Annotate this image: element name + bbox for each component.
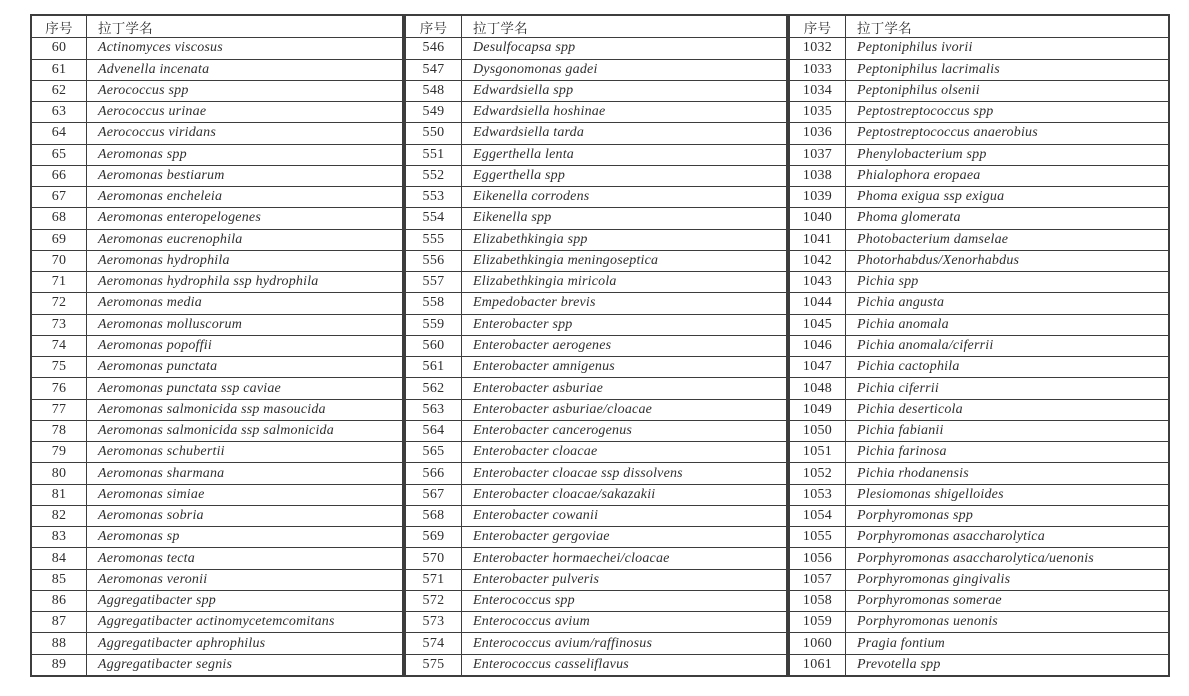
row-index: 1058: [790, 591, 846, 611]
table-row: [32, 547, 402, 568]
latin-name: Enterobacter amnigenus: [473, 359, 615, 375]
latin-name: Porphyromonas spp: [857, 508, 974, 524]
row-index: 1032: [790, 38, 846, 58]
table-row: [406, 377, 786, 398]
latin-name: Peptoniphilus lacrimalis: [857, 61, 1000, 77]
table-row: [32, 356, 402, 377]
table-header-row: [32, 16, 402, 37]
table-row: [790, 80, 1168, 101]
latin-name: Aerococcus urinae: [98, 104, 207, 120]
row-index: 1041: [790, 230, 846, 250]
table-row: [32, 632, 402, 653]
row-index: 80: [32, 463, 87, 483]
row-index: 575: [406, 655, 462, 675]
row-index: 73: [32, 315, 87, 335]
table-row: [32, 590, 402, 611]
table-row: [406, 441, 786, 462]
latin-name: Peptostreptococcus spp: [857, 104, 994, 120]
row-index: 1046: [790, 336, 846, 356]
row-index: 84: [32, 548, 87, 568]
table-row: [406, 547, 786, 568]
table-row: [32, 207, 402, 228]
table-row: [790, 250, 1168, 271]
latin-name: Aeromonas enteropelogenes: [98, 210, 261, 226]
latin-name: Aerococcus viridans: [98, 125, 216, 141]
row-index: 64: [32, 123, 87, 143]
latin-name: Aeromonas spp: [98, 146, 187, 162]
row-index: 557: [406, 272, 462, 292]
table-row: [406, 165, 786, 186]
table-row: [790, 122, 1168, 143]
table-row: [790, 186, 1168, 207]
row-index: 550: [406, 123, 462, 143]
latin-name: Enterobacter cancerogenus: [473, 423, 633, 439]
row-index: 1034: [790, 81, 846, 101]
row-index: 1054: [790, 506, 846, 526]
table-header-row: [790, 16, 1168, 37]
latin-name: Porphyromonas gingivalis: [857, 571, 1011, 587]
row-index: 1052: [790, 463, 846, 483]
row-index: 567: [406, 485, 462, 505]
latin-name: Edwardsiella spp: [473, 82, 574, 98]
row-index: 553: [406, 187, 462, 207]
latin-name: Aeromonas veronii: [98, 571, 208, 587]
latin-name: Pichia anomala/ciferrii: [857, 337, 994, 353]
row-index: 560: [406, 336, 462, 356]
latin-name: Aeromonas hydrophila: [98, 252, 230, 268]
table-row: [32, 229, 402, 250]
table-row: [406, 611, 786, 632]
row-index: 562: [406, 378, 462, 398]
table-row: [406, 356, 786, 377]
table-column-group-1: [30, 14, 404, 677]
latin-name: Phenylobacterium spp: [857, 146, 987, 162]
row-index: 570: [406, 548, 462, 568]
table-row: [32, 292, 402, 313]
row-index: 85: [32, 570, 87, 590]
row-index: 548: [406, 81, 462, 101]
table-row: [32, 377, 402, 398]
table-row: [406, 420, 786, 441]
table-row: [406, 569, 786, 590]
row-index: 563: [406, 400, 462, 420]
row-index: 1055: [790, 527, 846, 547]
latin-name: Aeromonas sharmana: [98, 465, 225, 481]
table-row: [790, 399, 1168, 420]
row-index: 1042: [790, 251, 846, 271]
table-row: [406, 144, 786, 165]
table-row: [790, 420, 1168, 441]
row-index: 69: [32, 230, 87, 250]
latin-name: Edwardsiella hoshinae: [473, 104, 606, 120]
row-index: 75: [32, 357, 87, 377]
table-row: [32, 271, 402, 292]
table-row: [406, 654, 786, 675]
table-row: [790, 611, 1168, 632]
row-index: 1057: [790, 570, 846, 590]
table-row: [790, 59, 1168, 80]
row-index: 67: [32, 187, 87, 207]
latin-name: Pichia anomala: [857, 316, 949, 332]
table-row: [32, 101, 402, 122]
latin-name: Aeromonas popoffii: [98, 337, 212, 353]
table-row: [32, 484, 402, 505]
row-index: 1035: [790, 102, 846, 122]
latin-name: Aggregatibacter actinomycetemcomitans: [98, 614, 335, 630]
table-row: [790, 654, 1168, 675]
row-index: 61: [32, 60, 87, 80]
latin-name: Eikenella corrodens: [473, 189, 590, 205]
latin-name: Pichia spp: [857, 274, 919, 290]
row-index: 1061: [790, 655, 846, 675]
table-row: [406, 314, 786, 335]
table-row: [790, 356, 1168, 377]
table-row: [32, 250, 402, 271]
table-row: [406, 462, 786, 483]
table-row: [32, 165, 402, 186]
latin-name: Elizabethkingia miricola: [473, 274, 617, 290]
table-row: [790, 207, 1168, 228]
latin-name: Aeromonas tecta: [98, 550, 195, 566]
row-index: 1040: [790, 208, 846, 228]
table-row: [32, 654, 402, 675]
row-index: 63: [32, 102, 87, 122]
table-row: [32, 526, 402, 547]
row-index: 559: [406, 315, 462, 335]
table-row: [790, 314, 1168, 335]
latin-name: Enterobacter asburiae: [473, 380, 604, 396]
table-row: [32, 335, 402, 356]
row-index: 573: [406, 612, 462, 632]
row-index: 66: [32, 166, 87, 186]
latin-name: Porphyromonas uenonis: [857, 614, 998, 630]
table-row: [790, 377, 1168, 398]
table-row: [790, 632, 1168, 653]
row-index: 1051: [790, 442, 846, 462]
latin-name: Enterobacter hormaechei/cloacae: [473, 550, 670, 566]
row-index: 87: [32, 612, 87, 632]
table-row: [406, 292, 786, 313]
row-index: 86: [32, 591, 87, 611]
latin-name: Porphyromonas asaccharolytica/uenonis: [857, 550, 1094, 566]
table-column-group-3: [788, 14, 1170, 677]
latin-name: Phialophora eropaea: [857, 167, 981, 183]
latin-name: Enterobacter gergoviae: [473, 529, 610, 545]
latin-name: Aggregatibacter segnis: [98, 656, 233, 672]
row-index: 1049: [790, 400, 846, 420]
row-index: 1037: [790, 145, 846, 165]
latin-name: Aerococcus spp: [98, 82, 189, 98]
table-row: [32, 611, 402, 632]
table-row: [406, 37, 786, 58]
latin-name: Eggerthella spp: [473, 167, 566, 183]
table-row: [32, 186, 402, 207]
table-row: [406, 186, 786, 207]
table-row: [790, 292, 1168, 313]
table-row: [790, 505, 1168, 526]
latin-name: Porphyromonas asaccharolytica: [857, 529, 1045, 545]
row-index: 555: [406, 230, 462, 250]
table-row: [406, 122, 786, 143]
table-row: [406, 101, 786, 122]
row-index: 547: [406, 60, 462, 80]
latin-name: Prevotella spp: [857, 656, 941, 672]
table-row: [32, 505, 402, 526]
latin-name: Enterobacter aerogenes: [473, 337, 612, 353]
latin-name: Peptostreptococcus anaerobius: [857, 125, 1038, 141]
latin-name: Aeromonas hydrophila ssp hydrophila: [98, 274, 319, 290]
table-row: [32, 80, 402, 101]
latin-name: Aeromonas encheleia: [98, 189, 223, 205]
table-row: [32, 420, 402, 441]
latin-name: Enterococcus avium: [473, 614, 590, 630]
latin-name: Aeromonas molluscorum: [98, 316, 243, 332]
row-index: 62: [32, 81, 87, 101]
latin-name: Enterobacter asburiae/cloacae: [473, 401, 653, 417]
latin-name: Aeromonas punctata: [98, 359, 218, 375]
latin-name: Enterococcus casseliflavus: [473, 656, 629, 672]
latin-name: Photobacterium damselae: [857, 231, 1009, 247]
row-index: 552: [406, 166, 462, 186]
row-index: 1047: [790, 357, 846, 377]
latin-name: Enterobacter cloacae ssp dissolvens: [473, 465, 683, 481]
latin-name: Dysgonomonas gadei: [473, 61, 598, 77]
column-header-latin-name: 拉丁学名: [857, 20, 912, 36]
table-row: [32, 122, 402, 143]
table-row: [32, 59, 402, 80]
latin-name: Peptoniphilus ivorii: [857, 40, 973, 56]
latin-name: Pichia farinosa: [857, 444, 947, 460]
row-index: 89: [32, 655, 87, 675]
table-row: [406, 505, 786, 526]
latin-name: Phoma glomerata: [857, 210, 961, 226]
table-row: [32, 399, 402, 420]
table-row: [790, 101, 1168, 122]
row-index: 1060: [790, 633, 846, 653]
table-row: [790, 462, 1168, 483]
row-index: 77: [32, 400, 87, 420]
latin-name: Actinomyces viscosus: [98, 40, 223, 56]
row-index: 551: [406, 145, 462, 165]
table-row: [790, 441, 1168, 462]
row-index: 1045: [790, 315, 846, 335]
row-index: 1053: [790, 485, 846, 505]
table-row: [790, 271, 1168, 292]
table-row: [406, 526, 786, 547]
row-index: 556: [406, 251, 462, 271]
latin-name: Porphyromonas somerae: [857, 593, 1002, 609]
table-row: [406, 59, 786, 80]
row-index: 76: [32, 378, 87, 398]
latin-name: Elizabethkingia meningoseptica: [473, 252, 659, 268]
row-index: 1043: [790, 272, 846, 292]
latin-name: Aeromonas simiae: [98, 486, 205, 502]
latin-name: Aeromonas salmonicida ssp masoucida: [98, 401, 326, 417]
table-row: [406, 229, 786, 250]
latin-species-table: [30, 14, 1170, 677]
row-index: 549: [406, 102, 462, 122]
table-row: [790, 547, 1168, 568]
latin-name: Aeromonas sobria: [98, 508, 204, 524]
latin-name: Aeromonas media: [98, 295, 202, 311]
table-row: [406, 484, 786, 505]
table-row: [790, 144, 1168, 165]
table-row: [790, 165, 1168, 186]
latin-name: Edwardsiella tarda: [473, 125, 585, 141]
table-row: [32, 37, 402, 58]
row-index: 558: [406, 293, 462, 313]
latin-name: Enterococcus spp: [473, 593, 575, 609]
latin-name: Eggerthella lenta: [473, 146, 574, 162]
row-index: 546: [406, 38, 462, 58]
column-header-latin-name: 拉丁学名: [473, 20, 528, 36]
row-index: 78: [32, 421, 87, 441]
latin-name: Pichia cactophila: [857, 359, 960, 375]
latin-name: Aeromonas sp: [98, 529, 180, 545]
row-index: 1038: [790, 166, 846, 186]
latin-name: Pichia fabianii: [857, 423, 944, 439]
row-index: 571: [406, 570, 462, 590]
table-row: [790, 590, 1168, 611]
table-row: [406, 590, 786, 611]
latin-name: Aeromonas eucrenophila: [98, 231, 243, 247]
row-index: 83: [32, 527, 87, 547]
row-index: 1039: [790, 187, 846, 207]
column-header-latin-name: 拉丁学名: [98, 20, 153, 36]
table-row: [790, 229, 1168, 250]
latin-name: Enterococcus avium/raffinosus: [473, 635, 653, 651]
latin-name: Peptoniphilus olsenii: [857, 82, 980, 98]
row-index: 574: [406, 633, 462, 653]
row-index: 68: [32, 208, 87, 228]
latin-name: Advenella incenata: [98, 61, 210, 77]
latin-name: Plesiomonas shigelloides: [857, 486, 1004, 502]
latin-name: Empedobacter brevis: [473, 295, 596, 311]
latin-name: Pichia rhodanensis: [857, 465, 969, 481]
latin-name: Pichia ciferrii: [857, 380, 939, 396]
row-index: 568: [406, 506, 462, 526]
row-index: 60: [32, 38, 87, 58]
row-index: 74: [32, 336, 87, 356]
latin-name: Enterobacter cloacae: [473, 444, 598, 460]
row-index: 1048: [790, 378, 846, 398]
table-column-group-2: [404, 14, 788, 677]
table-row: [790, 335, 1168, 356]
latin-name: Aggregatibacter spp: [98, 593, 216, 609]
row-index: 564: [406, 421, 462, 441]
latin-name: Enterobacter pulveris: [473, 571, 600, 587]
row-index: 1036: [790, 123, 846, 143]
row-index: 569: [406, 527, 462, 547]
table-row: [406, 632, 786, 653]
row-index: 561: [406, 357, 462, 377]
table-row: [790, 569, 1168, 590]
table-row: [32, 144, 402, 165]
table-row: [32, 462, 402, 483]
latin-name: Phoma exigua ssp exigua: [857, 189, 1005, 205]
row-index: 65: [32, 145, 87, 165]
row-index: 79: [32, 442, 87, 462]
table-row: [406, 80, 786, 101]
latin-name: Aeromonas salmonicida ssp salmonicida: [98, 423, 334, 439]
latin-name: Enterobacter cowanii: [473, 508, 599, 524]
table-row: [790, 37, 1168, 58]
row-index: 566: [406, 463, 462, 483]
row-index: 1050: [790, 421, 846, 441]
latin-name: Aggregatibacter aphrophilus: [98, 635, 266, 651]
latin-name: Enterobacter cloacae/sakazakii: [473, 486, 656, 502]
row-index: 554: [406, 208, 462, 228]
latin-name: Elizabethkingia spp: [473, 231, 588, 247]
column-header-index: 序号: [32, 16, 87, 37]
table-row: [406, 271, 786, 292]
latin-name: Aeromonas bestiarum: [98, 167, 225, 183]
column-header-index: 序号: [406, 16, 462, 37]
table-row: [790, 484, 1168, 505]
row-index: 81: [32, 485, 87, 505]
table-header-row: [406, 16, 786, 37]
row-index: 88: [32, 633, 87, 653]
column-header-index: 序号: [790, 16, 846, 37]
latin-name: Photorhabdus/Xenorhabdus: [857, 252, 1020, 268]
row-index: 1044: [790, 293, 846, 313]
latin-name: Aeromonas punctata ssp caviae: [98, 380, 281, 396]
row-index: 1059: [790, 612, 846, 632]
table-row: [406, 335, 786, 356]
row-index: 1033: [790, 60, 846, 80]
latin-name: Pichia deserticola: [857, 401, 963, 417]
row-index: 82: [32, 506, 87, 526]
row-index: 72: [32, 293, 87, 313]
table-row: [406, 399, 786, 420]
row-index: 1056: [790, 548, 846, 568]
latin-name: Desulfocapsa spp: [473, 40, 576, 56]
latin-name: Pichia angusta: [857, 295, 945, 311]
table-row: [790, 526, 1168, 547]
table-row: [32, 441, 402, 462]
table-row: [406, 250, 786, 271]
latin-name: Enterobacter spp: [473, 316, 573, 332]
latin-name: Pragia fontium: [857, 635, 945, 651]
table-row: [32, 569, 402, 590]
table-row: [32, 314, 402, 335]
row-index: 70: [32, 251, 87, 271]
row-index: 71: [32, 272, 87, 292]
row-index: 572: [406, 591, 462, 611]
latin-name: Aeromonas schubertii: [98, 444, 225, 460]
row-index: 565: [406, 442, 462, 462]
table-row: [406, 207, 786, 228]
latin-name: Eikenella spp: [473, 210, 552, 226]
